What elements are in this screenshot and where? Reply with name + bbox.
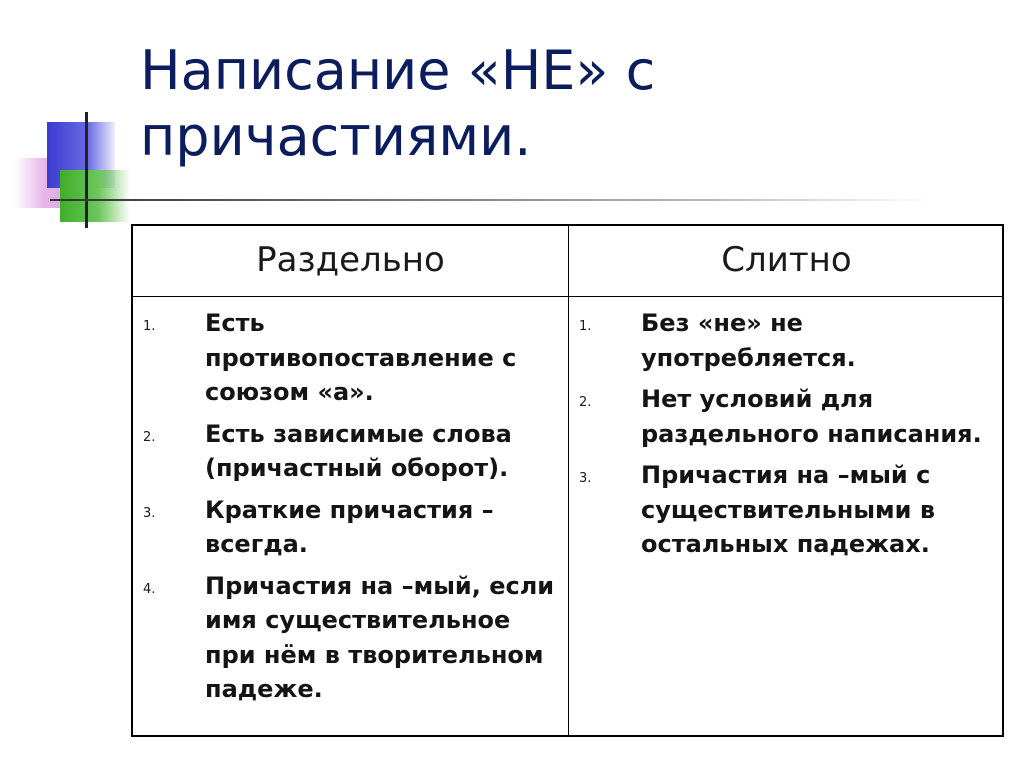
item-number: 2.	[143, 429, 156, 445]
item-text: Без «не» не употребляется.	[641, 309, 856, 372]
item-text: Причастия на –мый, если имя существительное при нём в творительном падеже.	[205, 571, 555, 703]
item-text: Есть зависимые слова (причастный оборот).	[205, 419, 512, 482]
decor-green-square	[60, 170, 130, 222]
item-number: 3.	[143, 505, 156, 521]
item-number: 1.	[579, 319, 592, 334]
item-number: 3.	[579, 471, 592, 486]
list-item	[143, 417, 558, 486]
item-text: Краткие причастия – всегда.	[205, 495, 494, 558]
decor-horizontal-line	[50, 199, 930, 201]
together-rules-list	[579, 306, 994, 569]
header-together: Слитно	[721, 240, 852, 280]
decor-vertical-line	[85, 112, 88, 228]
list-item	[143, 493, 558, 562]
header-separate: Раздельно	[256, 240, 445, 280]
list-item	[579, 382, 994, 451]
slide-title: Написание «НЕ» с причастиями.	[140, 39, 656, 168]
list-item	[143, 569, 558, 707]
item-text: Причастия на –мый с существительными в остальных падежах.	[641, 461, 936, 558]
list-item	[143, 306, 558, 410]
column-divider	[568, 226, 569, 735]
rules-table	[131, 224, 1004, 737]
separate-rules-list	[143, 306, 558, 714]
item-number: 2.	[579, 395, 592, 410]
item-number: 1.	[143, 319, 156, 334]
list-item	[579, 458, 994, 562]
item-number: 4.	[143, 581, 156, 597]
list-item	[579, 306, 994, 375]
item-text: Нет условий для раздельного написания.	[641, 385, 982, 448]
item-text: Есть противопоставление с союзом «а».	[205, 309, 517, 406]
header-divider	[133, 296, 1002, 297]
